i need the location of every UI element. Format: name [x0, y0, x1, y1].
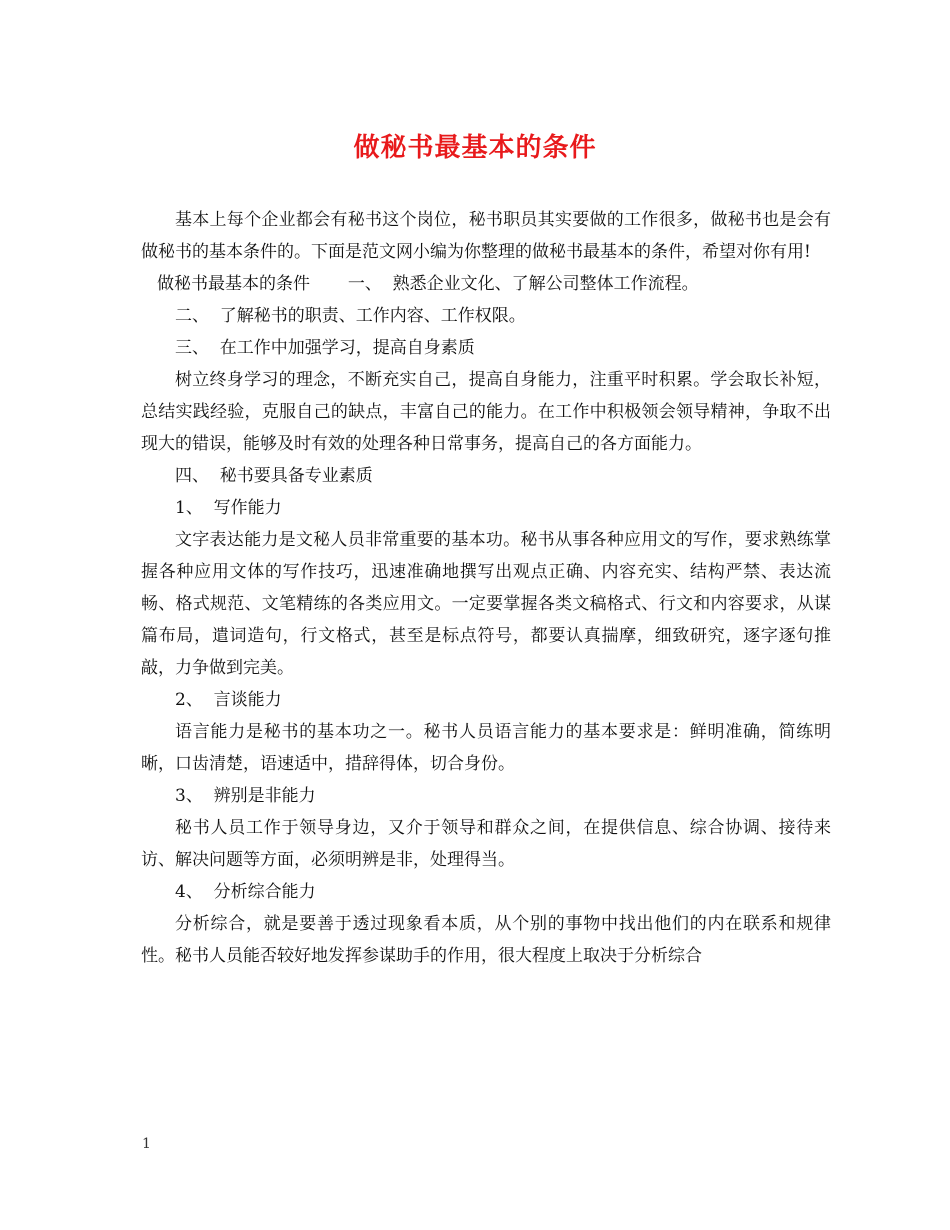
paragraph-writing: 文字表达能力是文秘人员非常重要的基本功。秘书从事各种应用文的写作，要求熟练掌握各种应用文体的写作技巧，迅速准确地撰写出观点正确、内容充实、结构严禁、表达流畅、格式规范、文笔精练的各类应用文。一定要掌握各类文稿格式、行文和内容要求，从谋篇布局，遣词造句，行文格式，甚至是标点符号，都要认真揣摩，细致研究，逐字逐句推敲，力争做到完美。 [141, 530, 831, 678]
subsection-judgment: 3、 辨别是非能力 [175, 786, 316, 806]
paragraph-learning: 树立终身学习的理念，不断充实自己，提高自身能力，注重平时积累。学会取长补短，总结实践经验，克服自己的缺点，丰富自己的能力。在工作中积极领会领导精神，争取不出现大的错误，能够及时有效的处理各种日常事务，提高自己的各方面能力。 [141, 370, 831, 454]
intro-paragraph: 基本上每个企业都会有秘书这个岗位，秘书职员其实要做的工作很多，做秘书也是会有做秘书的基本条件的。下面是范文网小编为你整理的做秘书最基本的条件，希望对你有用! [141, 210, 831, 262]
section-item-2: 二、 了解秘书的职责、工作内容、工作权限。 [175, 306, 526, 326]
paragraph-judgment: 秘书人员工作于领导身边，又介于领导和群众之间，在提供信息、综合协调、接待来访、解决问题等方面，必须明辨是非，处理得当。 [141, 818, 831, 870]
section-item-4: 四、 秘书要具备专业素质 [175, 466, 373, 486]
section-heading-line: 做秘书最基本的条件 一、 熟悉企业文化、了解公司整体工作流程。 [157, 274, 699, 294]
paragraph-analysis: 分析综合，就是要善于透过现象看本质，从个别的事物中找出他们的内在联系和规律性。秘书人员能否较好地发挥参谋助手的作用，很大程度上取决于分析综合 [141, 914, 831, 966]
subsection-analysis: 4、 分析综合能力 [175, 882, 316, 902]
page-number: 1 [142, 1136, 151, 1152]
subsection-speaking: 2、 言谈能力 [175, 690, 282, 710]
paragraph-speaking: 语言能力是秘书的基本功之一。秘书人员语言能力的基本要求是：鲜明准确，简练明晰，口齿清楚，语速适中，措辞得体，切合身份。 [141, 722, 831, 774]
document-body [141, 204, 831, 972]
section-item-3: 三、 在工作中加强学习，提高自身素质 [175, 338, 475, 358]
document-title: 做秘书最基本的条件 [353, 133, 597, 163]
subsection-writing: 1、 写作能力 [175, 498, 282, 518]
